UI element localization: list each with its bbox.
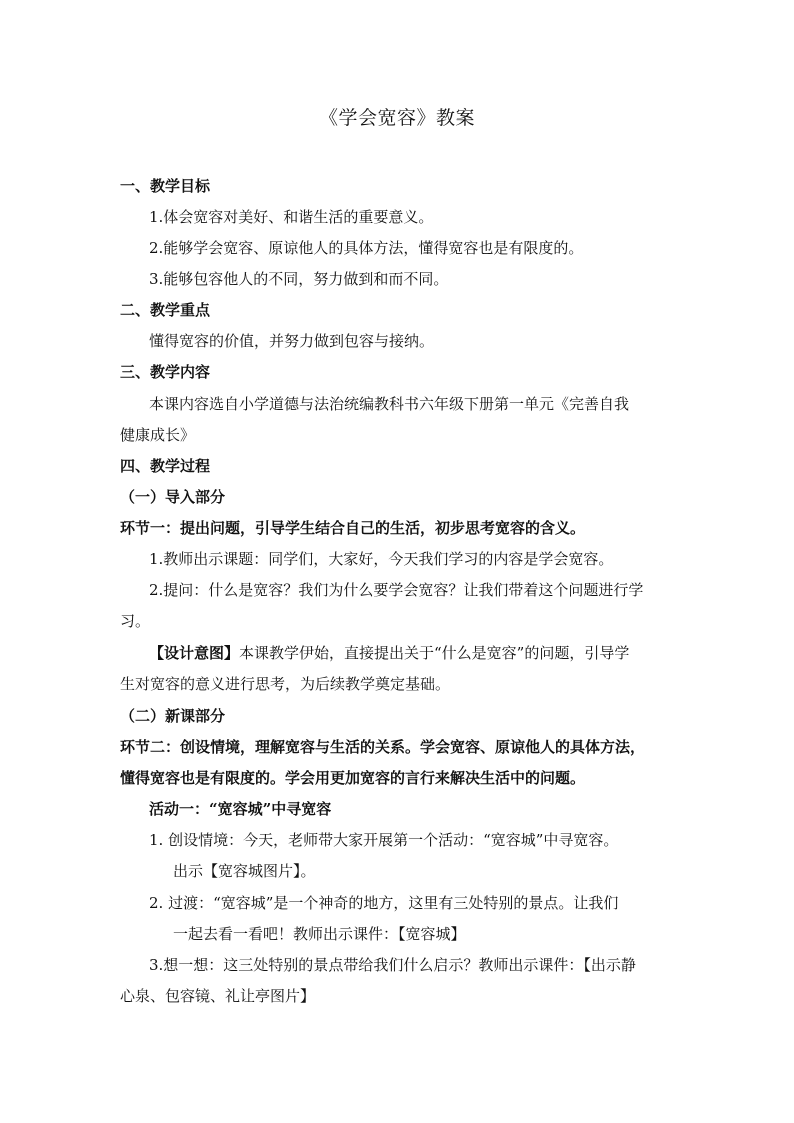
link-two-line1: 环节二：创设情境，理解宽容与生活的关系。学会宽容、原谅他人的具体方法， xyxy=(120,738,646,756)
goal-item-2: 2.能够学会宽容、原谅他人的具体方法，懂得宽容也是有限度的。 xyxy=(149,239,584,257)
activity-item-1-line2: 出示【宽容城图片】。 xyxy=(173,862,316,880)
content-text-line2: 健康成长》 xyxy=(120,426,196,444)
document-title: 《学会宽容》教案 xyxy=(318,107,475,129)
part-heading-new: （二）新课部分 xyxy=(120,707,226,725)
design-intent-tag: 【设计意图】 xyxy=(149,644,240,662)
activity-item-2-line1: 2. 过渡：“宽容城”是一个神奇的地方，这里有三处特别的景点。让我们 xyxy=(149,894,619,912)
goal-item-3: 3.能够包容他人的不同，努力做到和而不同。 xyxy=(149,270,449,288)
intro-item-1: 1.教师出示课题：同学们，大家好，今天我们学习的内容是学会宽容。 xyxy=(149,550,614,568)
section-heading-content: 三、教学内容 xyxy=(120,363,211,381)
link-one: 环节一：提出问题，引导学生结合自己的生活，初步思考宽容的含义。 xyxy=(120,519,586,537)
activity-item-3-line1: 3.想一想：这三处特别的景点带给我们什么启示？教师出示课件：【出示静 xyxy=(149,956,636,974)
intro-item-2-line1: 2.提问：什么是宽容？我们为什么要学会宽容？让我们带着这个问题进行学 xyxy=(149,581,644,599)
section-heading-goals: 一、教学目标 xyxy=(120,177,211,195)
design-intent-line1 xyxy=(149,643,629,663)
goal-item-1: 1.体会宽容对美好、和谐生活的重要意义。 xyxy=(149,208,434,226)
design-intent-line2: 生对宽容的意义进行思考，为后续教学奠定基础。 xyxy=(120,675,451,693)
activity-one-heading: 活动一：“宽容城”中寻宽容 xyxy=(149,800,332,818)
intro-item-2-line2: 习。 xyxy=(120,612,151,630)
section-heading-process: 四、教学过程 xyxy=(120,457,211,475)
link-two-line2: 懂得宽容也是有限度的。学会用更加宽容的言行来解决生活中的问题。 xyxy=(120,769,586,787)
design-intent-text: 本课教学伊始，直接提出关于“什么是宽容”的问题，引导学 xyxy=(239,644,630,662)
activity-item-2-line2: 一起去看一看吧！教师出示课件：【宽容城】 xyxy=(173,925,466,943)
part-heading-intro: （一）导入部分 xyxy=(120,488,226,506)
focus-text: 懂得宽容的价值，并努力做到包容与接纳。 xyxy=(149,332,435,350)
activity-item-3-line2: 心泉、包容镜、礼让亭图片】 xyxy=(120,987,316,1005)
section-heading-focus: 二、教学重点 xyxy=(120,301,211,319)
content-text-line1: 本课内容选自小学道德与法治统编教科书六年级下册第一单元《完善自我 xyxy=(149,395,630,413)
activity-item-1-line1: 1. 创设情境：今天，老师带大家开展第一个活动：“宽容城”中寻宽容。 xyxy=(149,831,619,849)
